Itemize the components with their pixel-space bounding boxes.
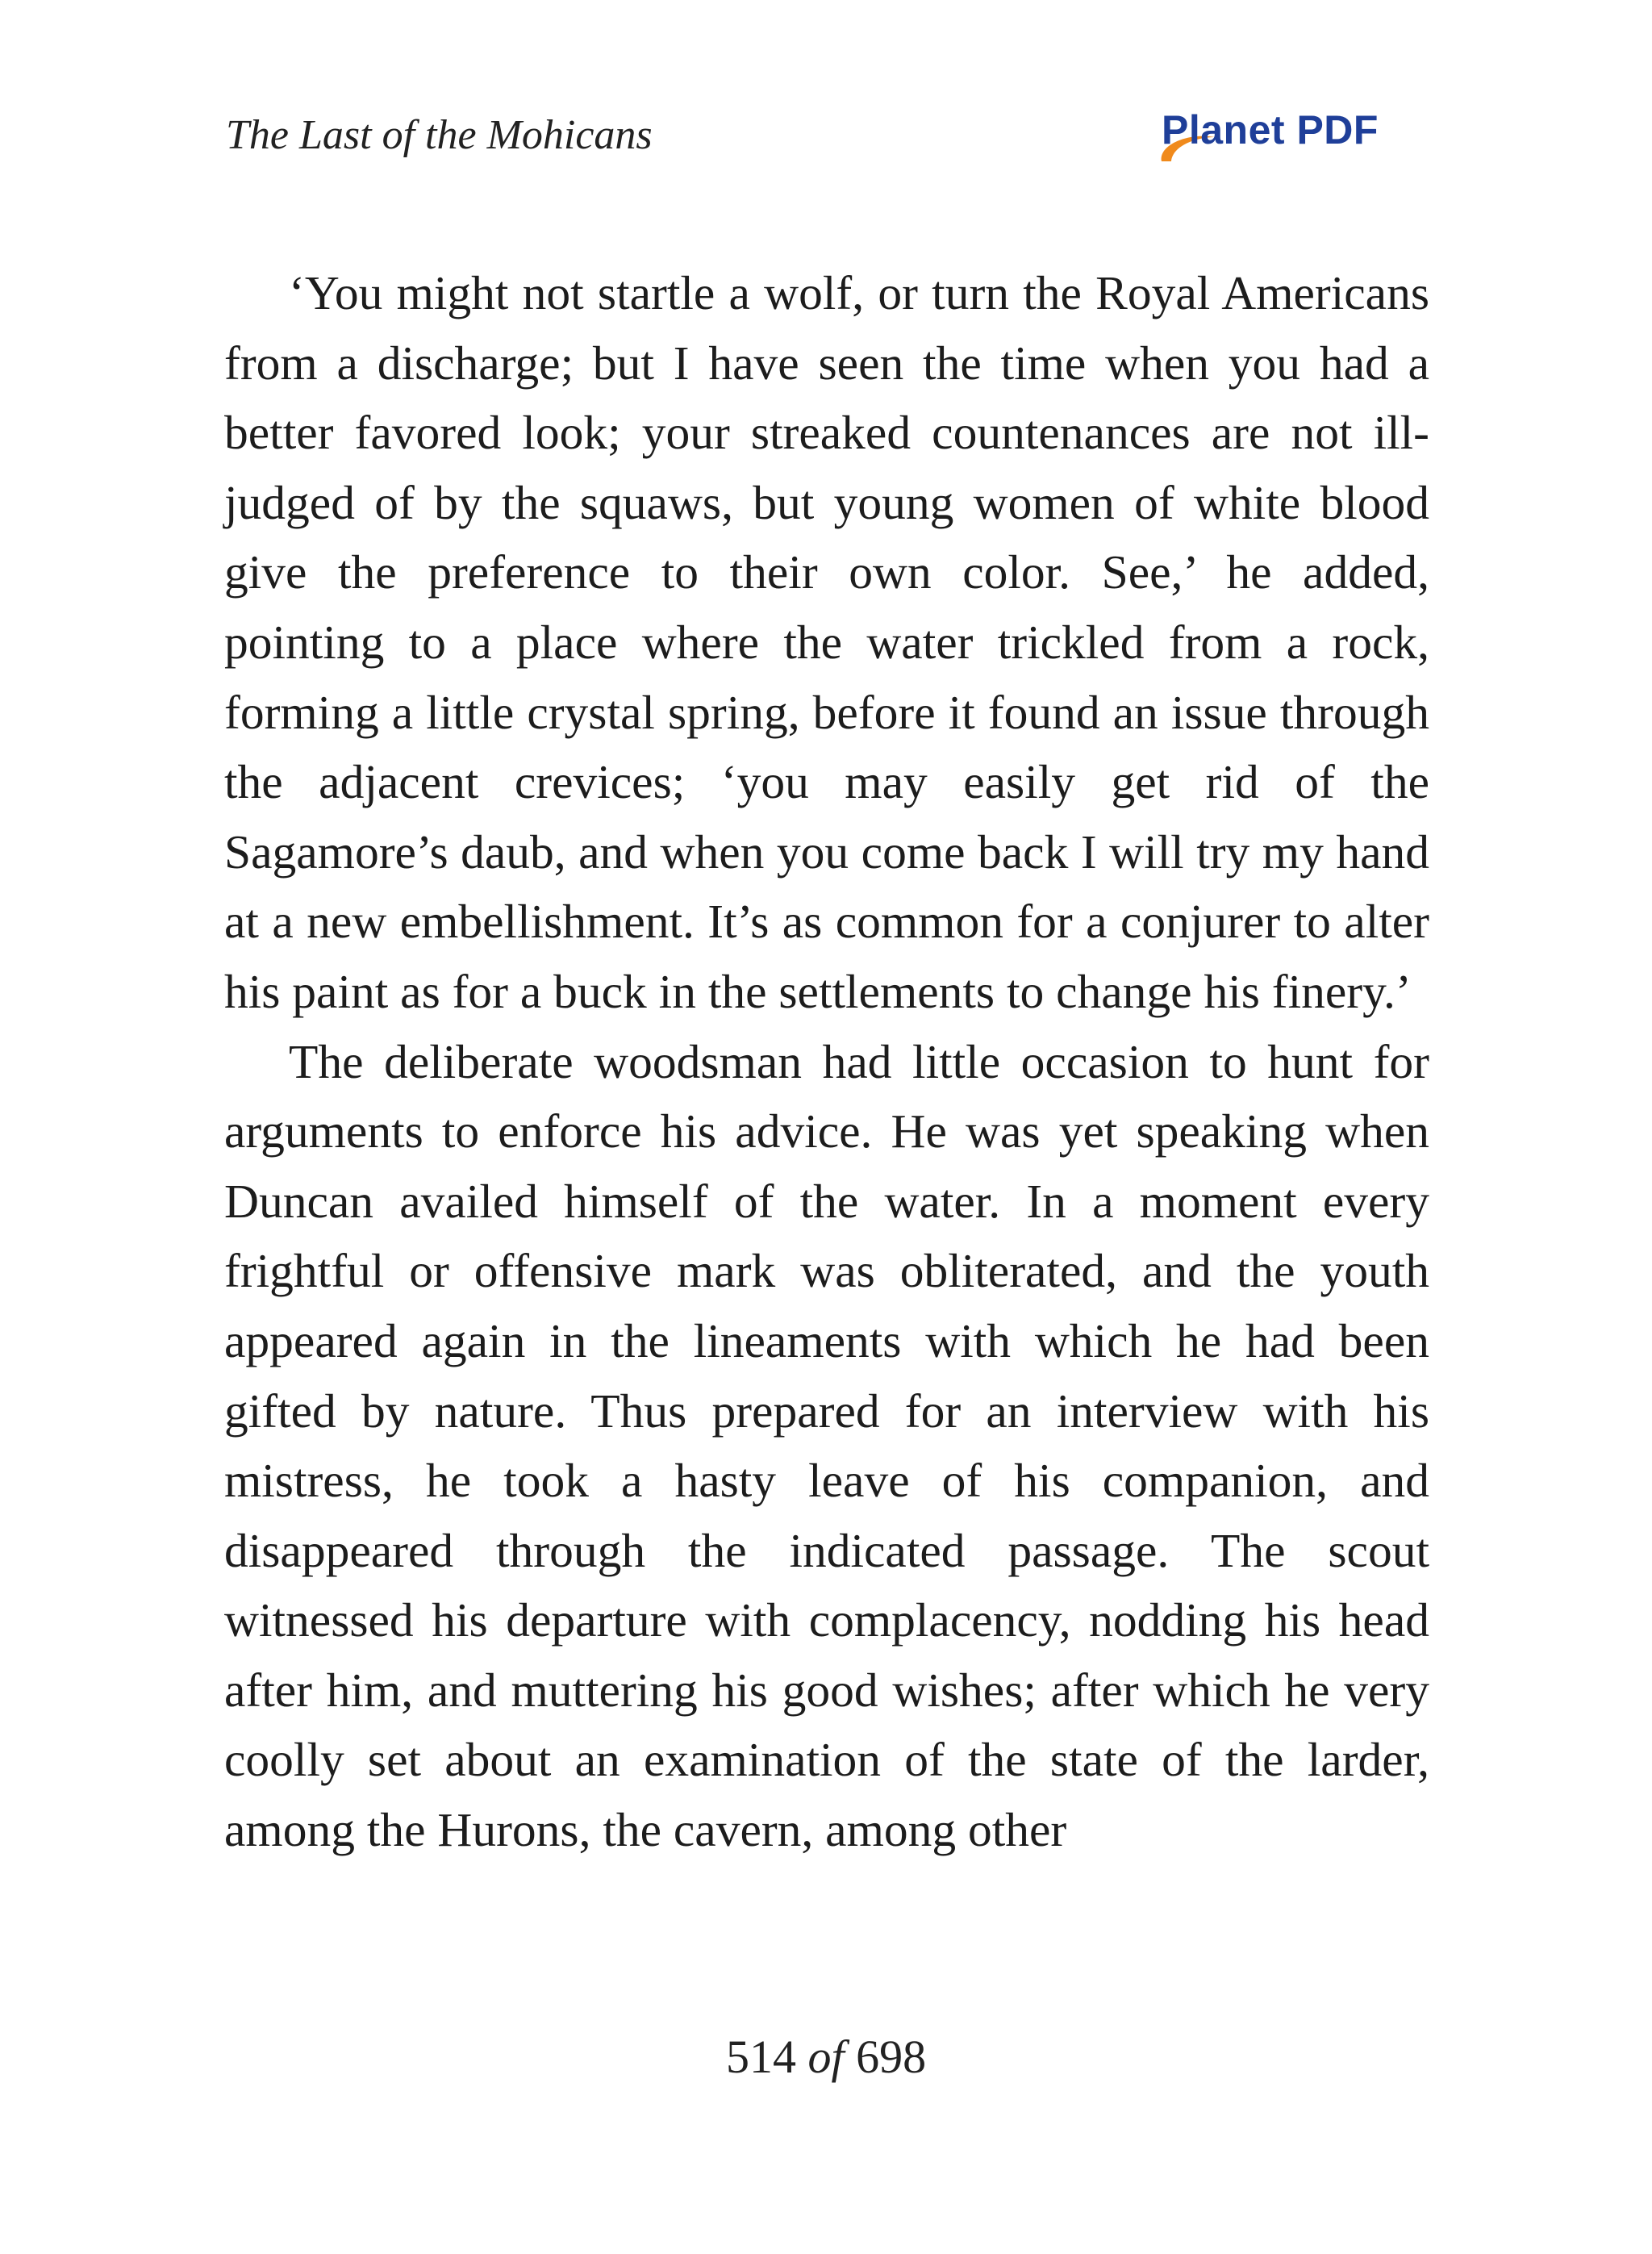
current-page: 514: [725, 2031, 796, 2083]
paragraph: ‘You might not startle a wolf, or turn the Royal Americans from a discharge; but I have seen the time when you had a better favored look; your streaked countenances are not ill-judged of by the squaws, but young women of white blood give the preference to their own color. See,’ he added, pointing to a place where the water trickled from a rock, forming a little crystal spring, before it found an issue through the adjacent crevices; ‘you may easily get rid of the Sagamore’s daub, and when you come back I will try my hand at a new embellishment. It’s as common for a conjurer to alter his paint as for a buck in the settlements to change his finery.’: [224, 266, 1429, 1018]
paragraph: The deliberate woodsman had little occasion to hunt for arguments to enforce his advice. He was yet speaking when Duncan availed himself of the water. In a moment every frightful or offensive mark was obliterated, and the youth appeared again in the lineaments with which he had been gifted by nature. Thus prepared for an interview with his mistress, he took a hasty leave of his companion, and disappeared through the indicated passage. The scout witnessed his departure with complacency, nodding his head after him, and muttering his good wishes; after which he very coolly set about an examination of the state of the larder, among the Hurons, the cavern, among other: [224, 1034, 1429, 1857]
total-pages: 698: [856, 2031, 927, 2083]
logo-text: Planet PDF: [1162, 107, 1379, 152]
page-body: [224, 258, 1429, 1865]
planet-pdf-logo: [1162, 105, 1428, 169]
page-number: [0, 2029, 1652, 2085]
book-title: The Last of the Mohicans: [226, 112, 653, 158]
page-separator: of: [807, 2031, 845, 2083]
page-header: [226, 105, 1428, 177]
